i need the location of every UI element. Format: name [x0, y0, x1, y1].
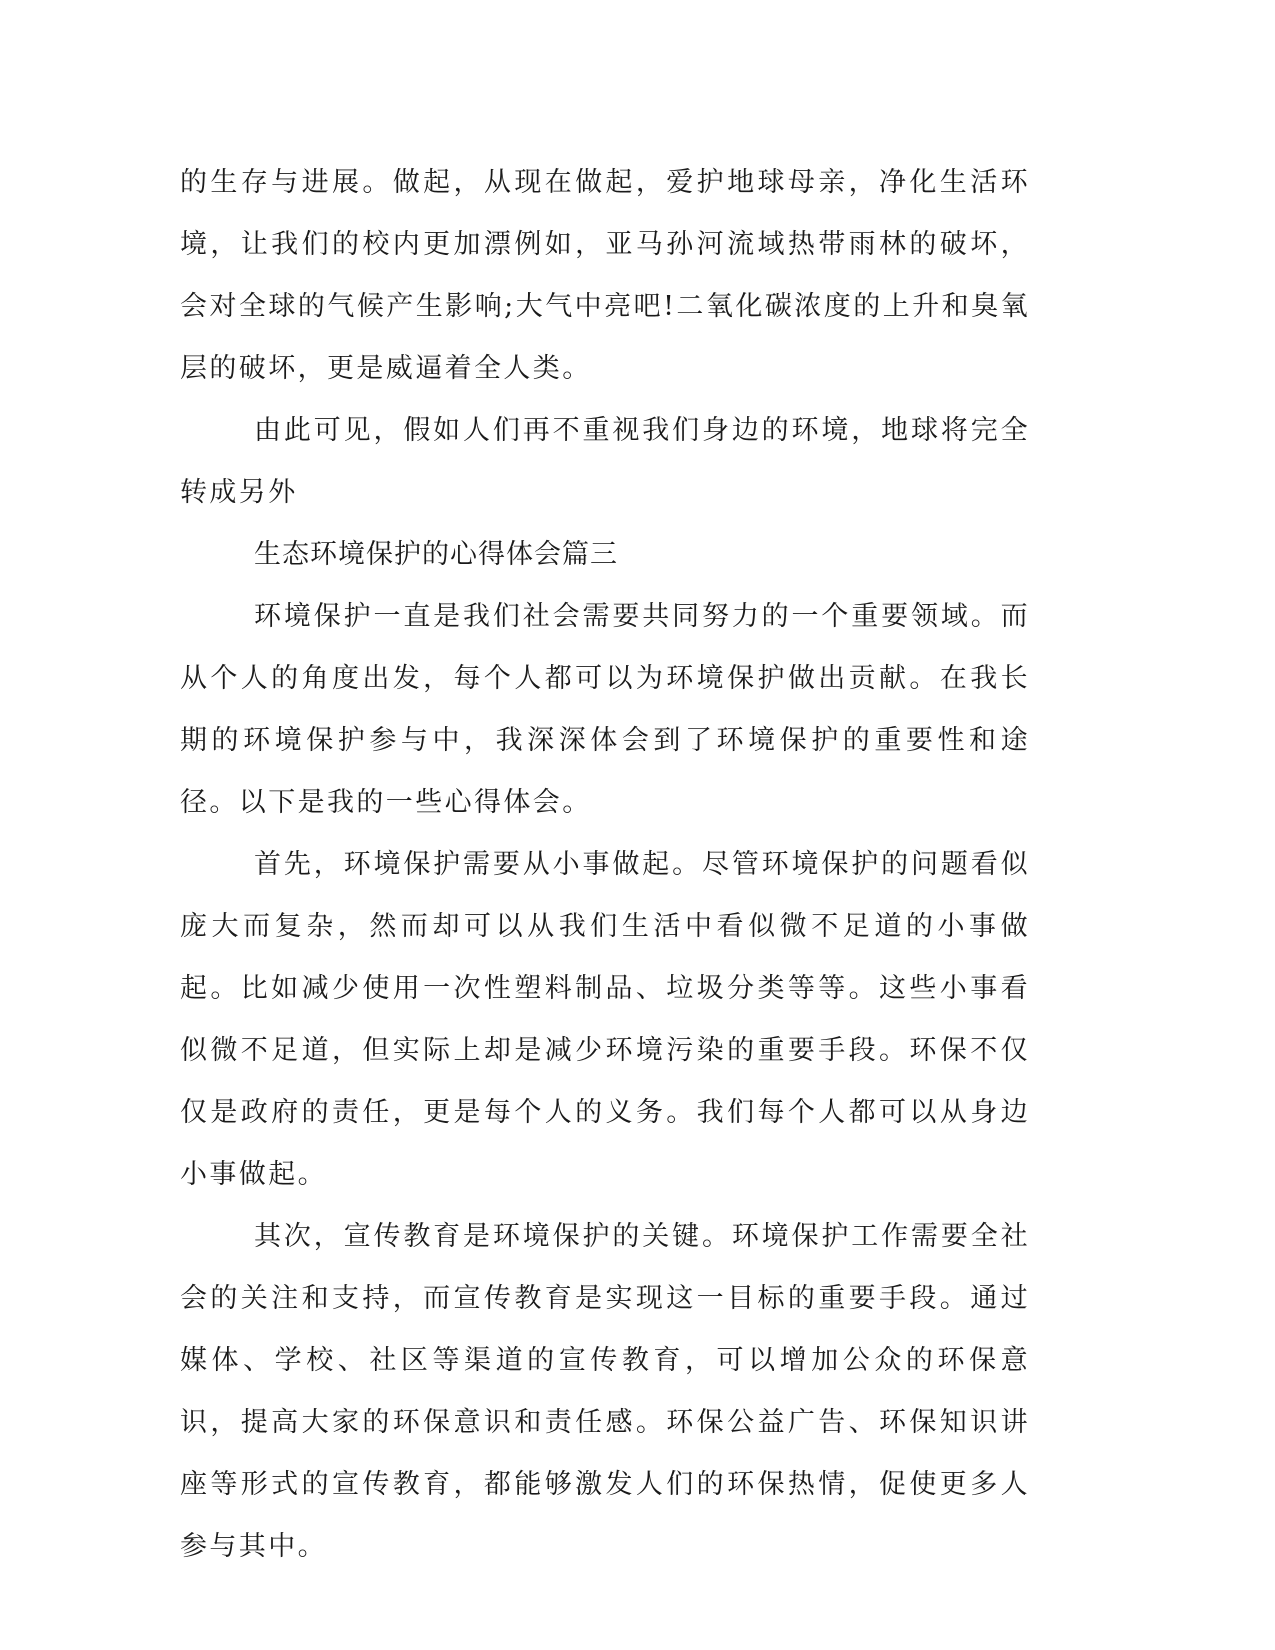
body-paragraph: 环境保护一直是我们社会需要共同努力的一个重要领域。而从个人的角度出发，每个人都可以为环境保护做出贡献。在我长期的环境保护参与中，我深深体会到了环境保护的重要性和途径。以下是我的一些心得体会。	[180, 601, 1030, 818]
document-body	[180, 152, 1030, 1578]
body-paragraph: 由此可见，假如人们再不重视我们身边的环境，地球将完全转成另外	[180, 415, 1030, 508]
body-paragraph: 首先，环境保护需要从小事做起。尽管环境保护的问题看似庞大而复杂，然而却可以从我们生活中看似微不足道的小事做起。比如减少使用一次性塑料制品、垃圾分类等等。这些小事看似微不足道，但实际上却是减少环境污染的重要手段。环保不仅仅是政府的责任，更是每个人的义务。我们每个人都可以从身边小事做起。	[180, 849, 1030, 1190]
section-heading: 生态环境保护的心得体会篇三	[254, 539, 618, 570]
body-paragraph: 其次，宣传教育是环境保护的关键。环境保护工作需要全社会的关注和支持，而宣传教育是实现这一目标的重要手段。通过媒体、学校、社区等渠道的宣传教育，可以增加公众的环保意识，提高大家的环保意识和责任感。环保公益广告、环保知识讲座等形式的宣传教育，都能够激发人们的环保热情，促使更多人参与其中。	[180, 1221, 1030, 1562]
body-paragraph: 的生存与进展。做起，从现在做起，爱护地球母亲，净化生活环境，让我们的校内更加漂例如，亚马孙河流域热带雨林的破坏，会对全球的气候产生影响;大气中亮吧!二氧化碳浓度的上升和臭氧层的破坏，更是威逼着全人类。	[180, 167, 1030, 384]
